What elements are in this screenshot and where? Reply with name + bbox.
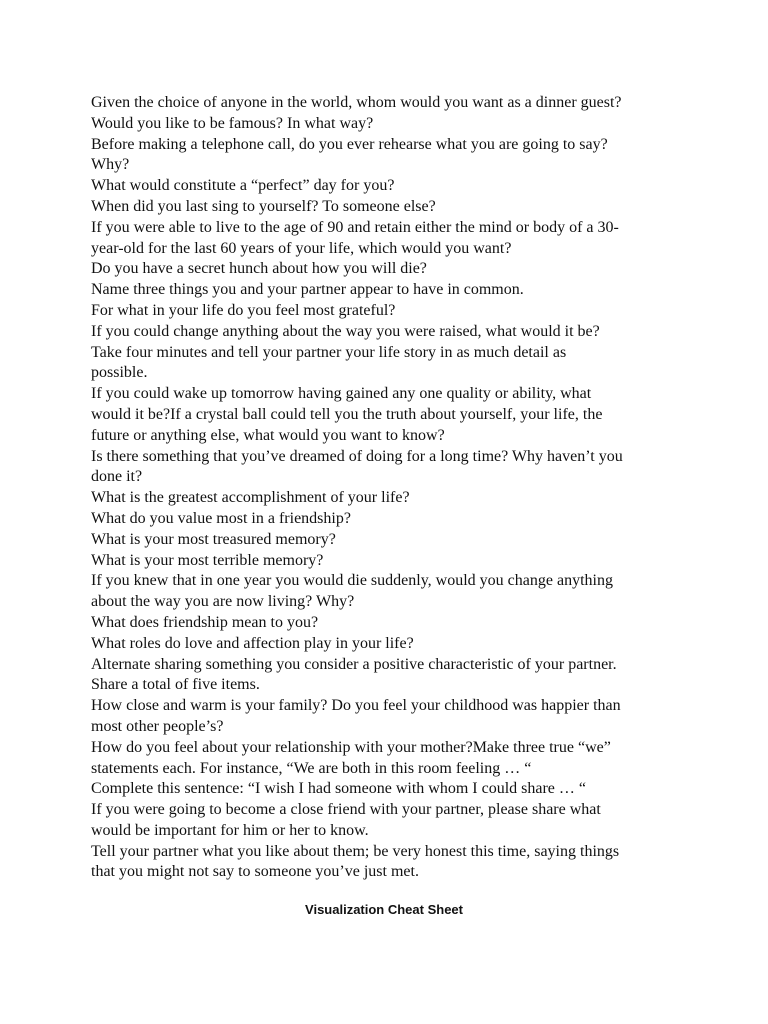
text-line: most other people’s? xyxy=(91,717,224,735)
text-line: Why? xyxy=(91,156,130,174)
text-line: possible. xyxy=(91,364,148,382)
text-line: would it be?If a crystal ball could tell you the truth about yourself, your life, the xyxy=(91,405,603,423)
text-line: What does friendship mean to you? xyxy=(91,613,319,631)
text-line: How do you feel about your relationship with your mother?Make three true “we” xyxy=(91,738,611,756)
text-line: Do you have a secret hunch about how you will die? xyxy=(91,260,427,278)
text-line: If you knew that in one year you would die suddenly, would you change anything xyxy=(91,572,613,590)
text-line: Complete this sentence: “I wish I had someone with whom I could share … “ xyxy=(91,780,586,798)
text-line: Before making a telephone call, do you ever rehearse what you are going to say? xyxy=(91,135,608,153)
section-title: Visualization Cheat Sheet xyxy=(305,902,463,917)
text-line: year-old for the last 60 years of your life, which would you want? xyxy=(91,239,512,257)
text-line: What is your most treasured memory? xyxy=(91,530,336,548)
text-line: If you could wake up tomorrow having gained any one quality or ability, what xyxy=(91,385,592,403)
text-line: What do you value most in a friendship? xyxy=(91,509,351,527)
text-line: about the way you are now living? Why? xyxy=(91,593,355,611)
question-list xyxy=(91,93,691,883)
text-line: If you could change anything about the way you were raised, what would it be? xyxy=(91,322,600,340)
text-line: Would you like to be famous? In what way? xyxy=(91,114,374,132)
text-line: future or anything else, what would you want to know? xyxy=(91,426,445,444)
text-line: Share a total of five items. xyxy=(91,676,260,694)
text-line: statements each. For instance, “We are both in this room feeling … “ xyxy=(91,759,532,777)
text-line: If you were going to become a close friend with your partner, please share what xyxy=(91,801,601,819)
text-line: Given the choice of anyone in the world, whom would you want as a dinner guest? xyxy=(91,94,622,111)
text-line: What would constitute a “perfect” day for you? xyxy=(91,177,395,195)
text-line: that you might not say to someone you’ve just met. xyxy=(91,863,419,881)
text-line: would be important for him or her to know. xyxy=(91,821,369,839)
text-line: done it? xyxy=(91,468,143,486)
text-line: Tell your partner what you like about them; be very honest this time, saying things xyxy=(91,842,620,860)
text-line: What is the greatest accomplishment of your life? xyxy=(91,489,410,507)
text-line: How close and warm is your family? Do you feel your childhood was happier than xyxy=(91,697,621,715)
text-line: Is there something that you’ve dreamed of doing for a long time? Why haven’t you xyxy=(91,447,623,465)
text-line: Take four minutes and tell your partner your life story in as much detail as xyxy=(91,343,567,361)
text-line: When did you last sing to yourself? To someone else? xyxy=(91,197,436,215)
text-line: Alternate sharing something you consider a positive characteristic of your partner. xyxy=(91,655,617,673)
text-line: If you were able to live to the age of 90 and retain either the mind or body of a 30- xyxy=(91,218,619,236)
text-line: What is your most terrible memory? xyxy=(91,551,324,569)
text-line: What roles do love and affection play in your life? xyxy=(91,634,414,652)
text-line: Name three things you and your partner appear to have in common. xyxy=(91,281,524,299)
text-line: For what in your life do you feel most grateful? xyxy=(91,301,396,319)
